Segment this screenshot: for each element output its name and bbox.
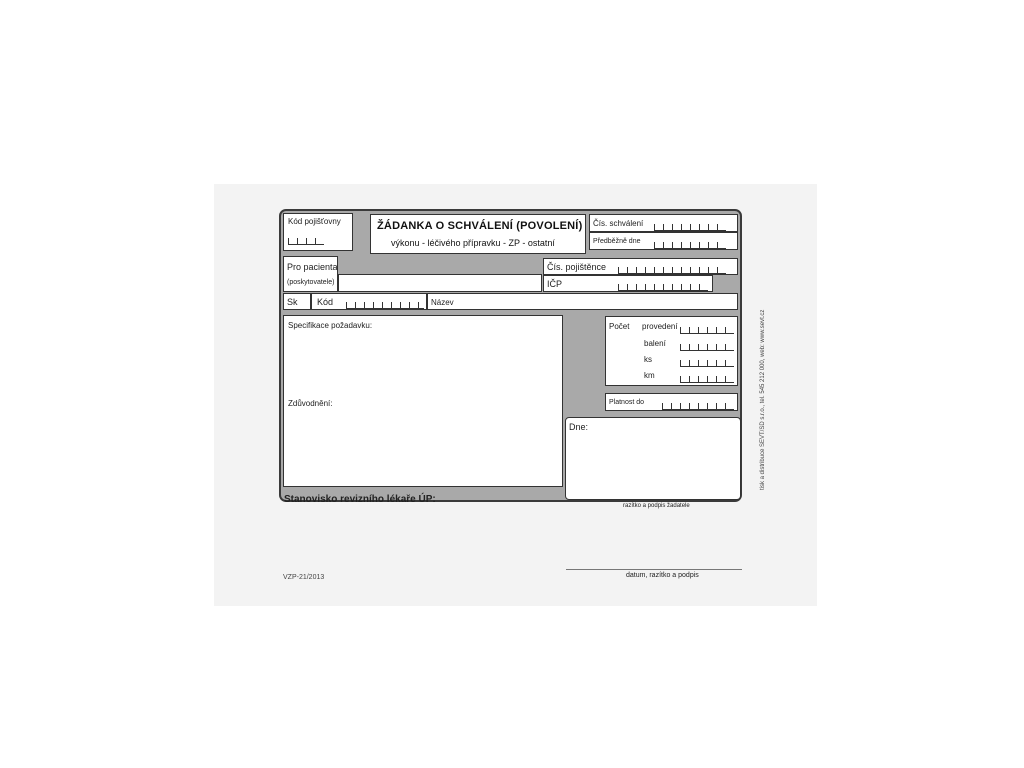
- name-field[interactable]: [427, 293, 738, 310]
- validity-ticks: [662, 403, 734, 410]
- icp-field[interactable]: [543, 275, 713, 292]
- km-label: km: [644, 371, 655, 380]
- approval-number-label: Čís. schválení: [593, 219, 644, 228]
- performed-ticks: [680, 327, 734, 334]
- reviewer-opinion-label: Stanovisko revizního lékaře ÚP:: [284, 494, 436, 505]
- insured-number-field[interactable]: [543, 258, 738, 275]
- date-stamp-signature-label: datum, razítko a podpis: [626, 572, 699, 579]
- pieces-ticks: [680, 360, 734, 367]
- applicant-stamp-label: razítko a podpis žadatele: [623, 503, 690, 509]
- preliminary-date-field[interactable]: [589, 232, 738, 250]
- validity-label: Platnost do: [609, 399, 645, 406]
- form-subtitle: výkonu - léčivého přípravku - ZP - ostatní: [391, 238, 555, 248]
- code-field[interactable]: [311, 293, 427, 310]
- title-box: [370, 214, 586, 254]
- package-label: balení: [644, 339, 666, 348]
- justification-label: Zdůvodnění:: [288, 399, 333, 408]
- specification-label: Specifikace požadavku:: [288, 321, 373, 330]
- insurer-code-box[interactable]: [283, 213, 353, 251]
- sk-label: Sk: [287, 297, 298, 307]
- signature-line: [566, 569, 742, 570]
- insured-number-ticks: [618, 267, 726, 274]
- km-ticks: [680, 376, 734, 383]
- pieces-label: ks: [644, 355, 652, 364]
- name-label: Název: [431, 298, 454, 307]
- count-box[interactable]: [605, 316, 738, 386]
- form-code: VZP-21/2013: [283, 574, 325, 581]
- printer-info: tisk a distribuce SEVT/SD s.r.o., tel. 545 212 000, web: www.sevt.cz: [760, 309, 766, 490]
- specification-area[interactable]: [283, 315, 563, 487]
- date-label: Dne:: [569, 422, 589, 432]
- icp-ticks: [618, 284, 708, 291]
- insured-number-label: Čís. pojištěnce: [547, 262, 607, 272]
- preliminary-date-label: Předběžně dne: [593, 238, 641, 245]
- count-label: Počet: [609, 322, 630, 331]
- provider-label: (poskytovatele): [287, 279, 335, 286]
- code-ticks: [346, 302, 424, 309]
- approval-number-field[interactable]: [589, 214, 738, 232]
- patient-label: Pro pacienta: [287, 262, 338, 272]
- package-ticks: [680, 344, 734, 351]
- patient-name-field[interactable]: [338, 274, 542, 292]
- approval-number-ticks: [654, 224, 726, 231]
- icp-label: IČP: [547, 279, 563, 289]
- code-label: Kód: [317, 297, 334, 307]
- insurer-code-ticks: [288, 238, 324, 245]
- performed-label: provedení: [642, 322, 678, 331]
- insurer-code-label: Kód pojišťovny: [288, 217, 341, 226]
- preliminary-date-ticks: [654, 242, 726, 249]
- patient-box[interactable]: [283, 256, 338, 292]
- form-title: ŽÁDANKA O SCHVÁLENÍ (POVOLENÍ): [377, 220, 583, 232]
- sk-field[interactable]: [283, 293, 311, 310]
- validity-field[interactable]: [605, 393, 738, 411]
- date-signature-box[interactable]: [565, 417, 741, 500]
